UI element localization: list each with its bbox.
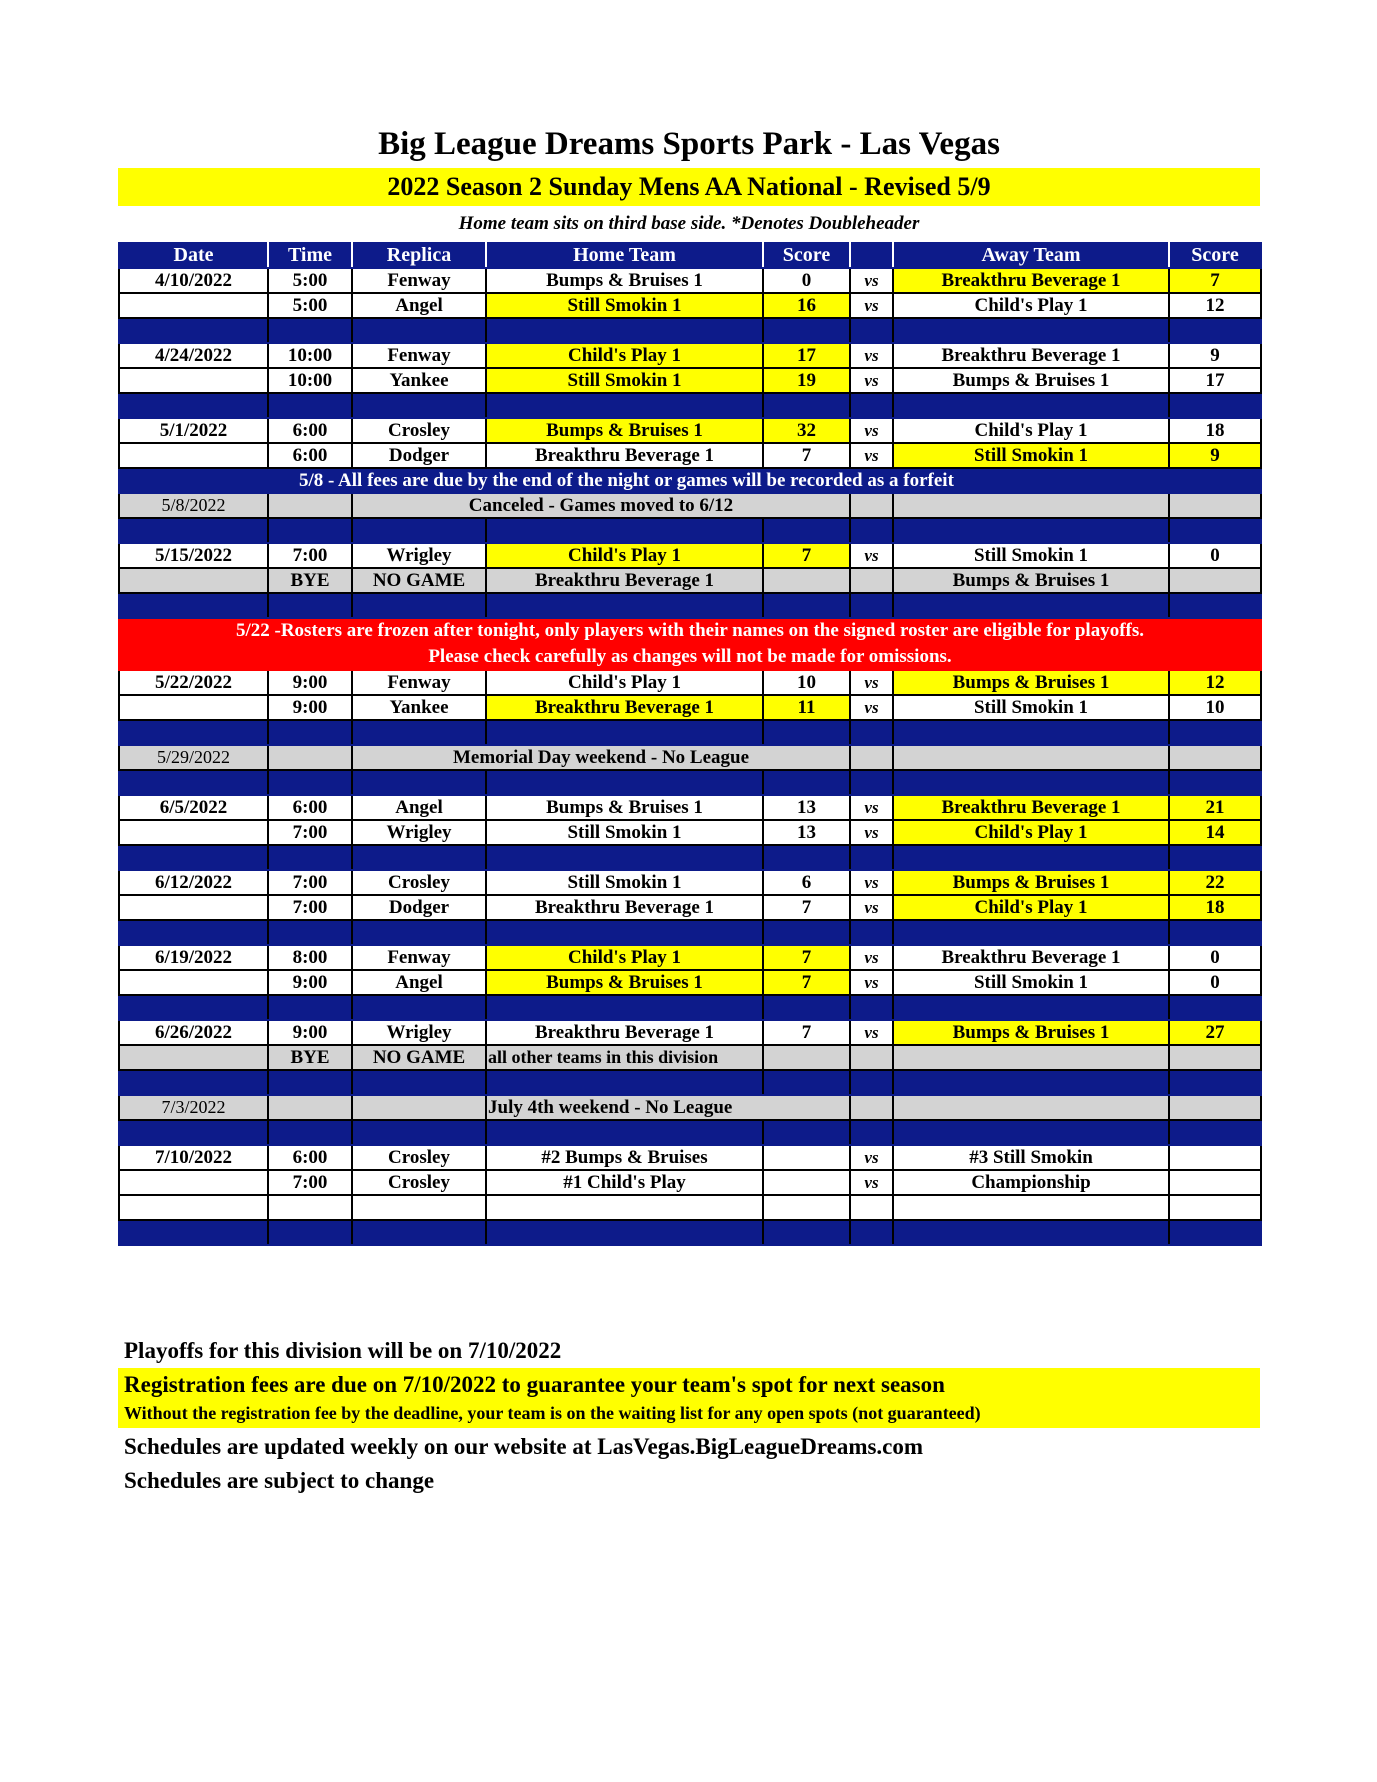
col-date: Date xyxy=(119,243,268,268)
game-time: 6:00 xyxy=(268,1145,352,1170)
game-time: 9:00 xyxy=(268,970,352,995)
registration-note: Registration fees are due on 7/10/2022 to guarantee your team's spot for next season xyxy=(124,1372,945,1397)
separator-row xyxy=(119,920,1261,945)
game-time: 9:00 xyxy=(268,695,352,720)
bye-row xyxy=(119,568,1261,593)
separator-row xyxy=(119,393,1261,418)
away-score: 0 xyxy=(1169,945,1261,970)
game-date: 5/1/2022 xyxy=(119,418,268,443)
away-team: Bumps & Bruises 1 xyxy=(893,1020,1169,1045)
game-date: 4/24/2022 xyxy=(119,343,268,368)
home-score: 13 xyxy=(763,795,850,820)
vs-label: vs xyxy=(850,343,893,368)
playoff-row xyxy=(119,1145,1261,1170)
game-time: 7:00 xyxy=(268,1170,352,1195)
home-team: Breakthru Beverage 1 xyxy=(486,895,763,920)
away-score: 14 xyxy=(1169,820,1261,845)
canceled-row xyxy=(119,493,1261,518)
game-replica: Angel xyxy=(352,970,486,995)
home-team: Child's Play 1 xyxy=(486,670,763,695)
game-row xyxy=(119,820,1261,845)
away-team: Breakthru Beverage 1 xyxy=(893,795,1169,820)
game-time: BYE xyxy=(268,1045,352,1070)
game-row xyxy=(119,795,1261,820)
away-score: 10 xyxy=(1169,695,1261,720)
away-team: Child's Play 1 xyxy=(893,820,1169,845)
game-time: BYE xyxy=(268,568,352,593)
game-row xyxy=(119,418,1261,443)
home-team: Breakthru Beverage 1 xyxy=(486,443,763,468)
empty-row xyxy=(119,1195,1261,1220)
away-team: Still Smokin 1 xyxy=(893,443,1169,468)
home-score: 7 xyxy=(763,895,850,920)
roster-notice-row xyxy=(119,644,1261,670)
game-time: 5:00 xyxy=(268,268,352,293)
game-replica: Fenway xyxy=(352,945,486,970)
home-score: 6 xyxy=(763,870,850,895)
vs-label: vs xyxy=(850,695,893,720)
fees-banner: 5/8 - All fees are due by the end of the night or games will be recorded as a forfeit xyxy=(268,468,1261,493)
away-team: Breakthru Beverage 1 xyxy=(893,268,1169,293)
home-team: Breakthru Beverage 1 xyxy=(486,695,763,720)
away-score: 12 xyxy=(1169,670,1261,695)
home-score: 7 xyxy=(763,970,850,995)
game-replica: Wrigley xyxy=(352,820,486,845)
game-row xyxy=(119,1020,1261,1045)
game-date: 6/19/2022 xyxy=(119,945,268,970)
game-date: 6/5/2022 xyxy=(119,795,268,820)
game-time: 10:00 xyxy=(268,368,352,393)
col-away-team: Away Team xyxy=(893,243,1169,268)
vs-label: vs xyxy=(850,293,893,318)
game-date xyxy=(119,443,268,468)
game-date xyxy=(119,1045,268,1070)
vs-label: vs xyxy=(850,1170,893,1195)
away-score: 12 xyxy=(1169,293,1261,318)
game-time: 7:00 xyxy=(268,895,352,920)
home-team: Child's Play 1 xyxy=(486,543,763,568)
away-team: Breakthru Beverage 1 xyxy=(893,945,1169,970)
away-score: 9 xyxy=(1169,343,1261,368)
home-team: Still Smokin 1 xyxy=(486,870,763,895)
home-score: 7 xyxy=(763,1020,850,1045)
game-date: 5/15/2022 xyxy=(119,543,268,568)
game-row xyxy=(119,895,1261,920)
game-time: 7:00 xyxy=(268,820,352,845)
away-score: 22 xyxy=(1169,870,1261,895)
game-date: 5/29/2022 xyxy=(119,745,268,770)
home-team: Bumps & Bruises 1 xyxy=(486,795,763,820)
game-date xyxy=(119,293,268,318)
game-replica: Yankee xyxy=(352,695,486,720)
game-date xyxy=(119,695,268,720)
game-time: 6:00 xyxy=(268,795,352,820)
game-replica: Crosley xyxy=(352,418,486,443)
home-team: Bumps & Bruises 1 xyxy=(486,418,763,443)
game-time: 8:00 xyxy=(268,945,352,970)
home-team: Still Smokin 1 xyxy=(486,293,763,318)
roster-notice-row xyxy=(119,618,1261,644)
vs-label: vs xyxy=(850,820,893,845)
game-time: 10:00 xyxy=(268,343,352,368)
away-score: 18 xyxy=(1169,895,1261,920)
vs-label: vs xyxy=(850,368,893,393)
col-home-score: Score xyxy=(763,243,850,268)
game-replica: Crosley xyxy=(352,1170,486,1195)
game-time: 6:00 xyxy=(268,443,352,468)
vs-label: vs xyxy=(850,870,893,895)
game-date: 6/12/2022 xyxy=(119,870,268,895)
game-replica: Fenway xyxy=(352,343,486,368)
fees-banner-row xyxy=(119,468,1261,493)
home-team: Bumps & Bruises 1 xyxy=(486,970,763,995)
separator-row xyxy=(119,770,1261,795)
page-title: Big League Dreams Sports Park - Las Vegas xyxy=(378,126,1000,162)
game-replica: NO GAME xyxy=(352,1045,486,1070)
no-league-note: Memorial Day weekend - No League xyxy=(352,745,850,770)
away-score: 0 xyxy=(1169,970,1261,995)
playoff-row xyxy=(119,1170,1261,1195)
away-team: Child's Play 1 xyxy=(893,418,1169,443)
separator-row xyxy=(119,1070,1261,1095)
away-team: Still Smokin 1 xyxy=(893,543,1169,568)
vs-label: vs xyxy=(850,895,893,920)
home-score: 7 xyxy=(763,543,850,568)
game-time: 7:00 xyxy=(268,870,352,895)
game-row xyxy=(119,543,1261,568)
game-replica: Angel xyxy=(352,795,486,820)
game-row xyxy=(119,443,1261,468)
away-team: Child's Play 1 xyxy=(893,293,1169,318)
game-replica: Fenway xyxy=(352,268,486,293)
game-time: 9:00 xyxy=(268,1020,352,1045)
away-score: 7 xyxy=(1169,268,1261,293)
home-score: 0 xyxy=(763,268,850,293)
away-team: Still Smokin 1 xyxy=(893,970,1169,995)
home-score: 7 xyxy=(763,945,850,970)
game-date: 5/22/2022 xyxy=(119,670,268,695)
home-team: Still Smokin 1 xyxy=(486,820,763,845)
separator-row xyxy=(119,995,1261,1020)
game-row xyxy=(119,945,1261,970)
away-team: Championship xyxy=(893,1170,1169,1195)
separator-row xyxy=(119,845,1261,870)
season-subtitle: 2022 Season 2 Sunday Mens AA National - Revised 5/9 xyxy=(118,168,1260,206)
col-time: Time xyxy=(268,243,352,268)
no-league-note: July 4th weekend - No League xyxy=(486,1095,850,1120)
game-date: 7/10/2022 xyxy=(119,1145,268,1170)
game-row xyxy=(119,870,1261,895)
home-team: #1 Child's Play xyxy=(486,1170,763,1195)
game-replica: Dodger xyxy=(352,895,486,920)
game-replica: Dodger xyxy=(352,443,486,468)
game-date xyxy=(119,970,268,995)
vs-label: vs xyxy=(850,1145,893,1170)
bye-team: all other teams in this division xyxy=(486,1045,763,1070)
bye-row xyxy=(119,1045,1261,1070)
roster-notice-line2: Please check carefully as changes will not be made for omissions. xyxy=(119,644,1261,670)
game-date xyxy=(119,820,268,845)
home-score xyxy=(763,1170,850,1195)
away-team: Still Smokin 1 xyxy=(893,695,1169,720)
away-score: 17 xyxy=(1169,368,1261,393)
game-date xyxy=(119,895,268,920)
separator-row xyxy=(119,1220,1261,1245)
away-score: 21 xyxy=(1169,795,1261,820)
away-score: 18 xyxy=(1169,418,1261,443)
schedule-table xyxy=(118,242,1262,1246)
game-time: 9:00 xyxy=(268,670,352,695)
game-row xyxy=(119,268,1261,293)
separator-row xyxy=(119,720,1261,745)
game-row xyxy=(119,293,1261,318)
canceled-note: Canceled - Games moved to 6/12 xyxy=(352,493,850,518)
header-row xyxy=(119,243,1261,268)
separator-row xyxy=(119,593,1261,618)
game-replica: Crosley xyxy=(352,1145,486,1170)
home-team: #2 Bumps & Bruises xyxy=(486,1145,763,1170)
away-score: 27 xyxy=(1169,1020,1261,1045)
col-vs xyxy=(850,243,893,268)
game-time: 7:00 xyxy=(268,543,352,568)
game-row xyxy=(119,368,1261,393)
away-score xyxy=(1169,1170,1261,1195)
game-replica: Angel xyxy=(352,293,486,318)
game-replica: Fenway xyxy=(352,670,486,695)
no-league-row xyxy=(119,745,1261,770)
vs-label: vs xyxy=(850,1020,893,1045)
game-date: 5/8/2022 xyxy=(119,493,268,518)
away-team: #3 Still Smokin xyxy=(893,1145,1169,1170)
home-score: 11 xyxy=(763,695,850,720)
home-score: 7 xyxy=(763,443,850,468)
game-row xyxy=(119,343,1261,368)
home-score: 10 xyxy=(763,670,850,695)
game-row xyxy=(119,695,1261,720)
game-replica: Yankee xyxy=(352,368,486,393)
home-score: 19 xyxy=(763,368,850,393)
home-team: Bumps & Bruises 1 xyxy=(486,268,763,293)
away-score xyxy=(1169,1145,1261,1170)
home-score: 17 xyxy=(763,343,850,368)
game-time: 6:00 xyxy=(268,418,352,443)
roster-notice-line1: 5/22 -Rosters are frozen after tonight, only players with their names on the signed roster are eligible for playoffs. xyxy=(119,618,1261,644)
game-date: 7/3/2022 xyxy=(119,1095,268,1120)
away-team: Bumps & Bruises 1 xyxy=(893,670,1169,695)
separator-row xyxy=(119,318,1261,343)
vs-label: vs xyxy=(850,670,893,695)
game-row xyxy=(119,670,1261,695)
vs-label: vs xyxy=(850,970,893,995)
col-replica: Replica xyxy=(352,243,486,268)
game-row xyxy=(119,970,1261,995)
away-score: 9 xyxy=(1169,443,1261,468)
game-replica: Wrigley xyxy=(352,543,486,568)
game-date: 6/26/2022 xyxy=(119,1020,268,1045)
separator-row xyxy=(119,518,1261,543)
game-date xyxy=(119,368,268,393)
vs-label: vs xyxy=(850,543,893,568)
away-score: 0 xyxy=(1169,543,1261,568)
home-team: Still Smokin 1 xyxy=(486,368,763,393)
game-time: 5:00 xyxy=(268,293,352,318)
away-team: Breakthru Beverage 1 xyxy=(893,343,1169,368)
home-team: Breakthru Beverage 1 xyxy=(486,1020,763,1045)
home-score xyxy=(763,1145,850,1170)
bye-team: Bumps & Bruises 1 xyxy=(893,568,1169,593)
game-date: 4/10/2022 xyxy=(119,268,268,293)
vs-label: vs xyxy=(850,418,893,443)
game-date xyxy=(119,568,268,593)
no-league-row xyxy=(119,1095,1261,1120)
bye-team: Breakthru Beverage 1 xyxy=(486,568,763,593)
playoffs-note: Playoffs for this division will be on 7/10/2022 xyxy=(124,1338,562,1363)
game-replica: Wrigley xyxy=(352,1020,486,1045)
separator-row xyxy=(119,1120,1261,1145)
away-team: Bumps & Bruises 1 xyxy=(893,368,1169,393)
col-away-score: Score xyxy=(1169,243,1261,268)
home-team: Child's Play 1 xyxy=(486,343,763,368)
vs-label: vs xyxy=(850,268,893,293)
home-score: 13 xyxy=(763,820,850,845)
game-replica: Crosley xyxy=(352,870,486,895)
away-team: Bumps & Bruises 1 xyxy=(893,870,1169,895)
home-score: 16 xyxy=(763,293,850,318)
col-home-team: Home Team xyxy=(486,243,763,268)
registration-box xyxy=(118,1368,1260,1428)
vs-label: vs xyxy=(850,443,893,468)
change-note: Schedules are subject to change xyxy=(124,1468,435,1493)
home-team: Child's Play 1 xyxy=(486,945,763,970)
game-date xyxy=(119,1170,268,1195)
vs-label: vs xyxy=(850,795,893,820)
website-note: Schedules are updated weekly on our website at LasVegas.BigLeagueDreams.com xyxy=(124,1434,924,1459)
vs-label: vs xyxy=(850,945,893,970)
home-team-note: Home team sits on third base side. *Denotes Doubleheader xyxy=(458,213,920,234)
home-score: 32 xyxy=(763,418,850,443)
game-replica: NO GAME xyxy=(352,568,486,593)
waiting-list-note: Without the registration fee by the deadline, your team is on the waiting list for any open spots (not guaranteed) xyxy=(124,1403,981,1423)
away-team: Child's Play 1 xyxy=(893,895,1169,920)
